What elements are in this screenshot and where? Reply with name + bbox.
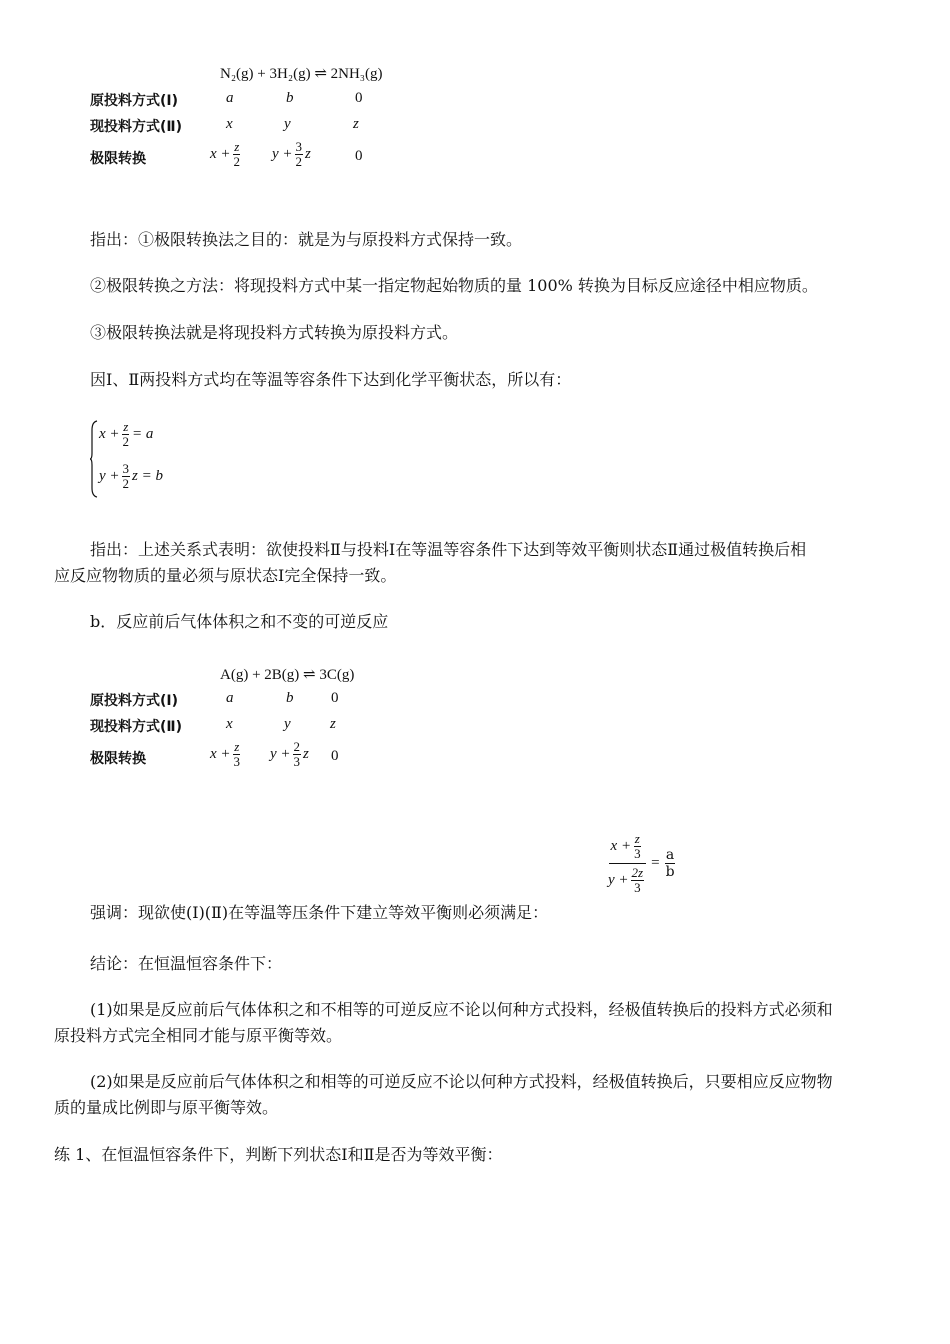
- denominator: 3: [293, 754, 301, 769]
- numerator: z: [634, 831, 640, 846]
- ratio-denominator: [606, 864, 648, 895]
- fraction: [631, 866, 645, 895]
- ratio-numerator: [609, 832, 646, 864]
- expr-suffix: z: [305, 146, 311, 162]
- ratio-equals: =: [651, 855, 660, 871]
- table1-row3-c3: 0: [355, 148, 363, 164]
- table2-row2-c1: x: [226, 716, 233, 732]
- para-conclusion-1-line-1: (1)如果是反应前后气体体积之和不相等的可逆反应不论以何种方式投料，经极值转换后的投料方式必须和: [90, 1000, 833, 1019]
- denominator: 3: [634, 880, 641, 895]
- ratio-rhs: [665, 847, 676, 880]
- table1-row2-c1: x: [226, 116, 233, 132]
- expr-prefix: x +: [210, 746, 231, 762]
- table2-row2-c2: y: [284, 716, 291, 732]
- table1-row1-c1: a: [226, 90, 234, 106]
- ratio-formula: [606, 832, 678, 895]
- table2-row1-c3: 0: [331, 690, 339, 706]
- numerator: z: [123, 419, 129, 434]
- fraction: [233, 140, 242, 169]
- table2-row1-c1: a: [226, 690, 234, 706]
- denominator: 2: [122, 476, 130, 491]
- para-conclusion: 结论：在恒温恒容条件下：: [90, 954, 283, 973]
- expr-suffix: z: [303, 746, 309, 762]
- table2-row2-label: 现投料方式(Ⅱ): [90, 719, 183, 735]
- expr-prefix: x +: [99, 426, 120, 442]
- fraction: [122, 420, 131, 449]
- numerator: 2: [293, 739, 301, 754]
- denominator: 3: [233, 754, 241, 769]
- fraction: [633, 832, 642, 861]
- para-note-line-1: 指出：上述关系式表明：欲使投料Ⅱ与投料Ⅰ在等温等容条件下达到等效平衡则状态Ⅱ通过极值转换后相: [90, 540, 807, 559]
- para-point-2: ②极限转换之方法：将现投料方式中某一指定物起始物质的量 100% 转换为目标反应途径中相应物质。: [90, 276, 818, 295]
- table2-row2-c3: z: [330, 716, 336, 732]
- numerator: 2z: [631, 865, 644, 880]
- table1-row2-c3: z: [353, 116, 359, 132]
- equation-n2-h2-nh3: N₂(g) + 3H₂(g) ⇌ 2NH₃(g): [220, 66, 383, 82]
- table1-row2-label: 现投料方式(Ⅱ): [90, 119, 183, 135]
- table1-row3-label: 极限转换: [90, 151, 146, 167]
- expr-prefix: x +: [610, 838, 632, 854]
- para-case-b: b．反应前后气体体积之和不变的可逆反应: [90, 612, 389, 631]
- numerator: z: [234, 739, 240, 754]
- numerator: z: [234, 139, 240, 154]
- para-note-line-2: 应反应物物质的量必须与原状态Ⅰ完全保持一致。: [54, 566, 397, 585]
- fraction: [295, 140, 304, 169]
- fraction: [233, 740, 242, 769]
- system-line-2: [99, 462, 163, 491]
- equation-system: [90, 418, 210, 500]
- table2-row3-c2: [270, 740, 309, 769]
- para-emphasis: 强调：现欲使(Ⅰ)(Ⅱ)在等温等压条件下建立等效平衡则必须满足：: [90, 903, 549, 922]
- table1-row1-c3: 0: [355, 90, 363, 106]
- numerator: 3: [295, 139, 303, 154]
- table2-row1-label: 原投料方式(Ⅰ): [90, 693, 179, 709]
- expr-prefix: y +: [608, 872, 629, 888]
- para-therefore: 因Ⅰ、Ⅱ两投料方式均在等温等容条件下达到化学平衡状态，所以有：: [90, 370, 572, 389]
- table1-row2-c2: y: [284, 116, 291, 132]
- left-brace-icon: [90, 420, 98, 498]
- table2-row1-c2: b: [286, 690, 294, 706]
- numerator: a: [665, 847, 675, 863]
- fraction: [122, 462, 131, 491]
- equation-a-b-c: A(g) + 2B(g) ⇌ 3C(g): [220, 667, 355, 683]
- denominator: 2: [122, 434, 130, 449]
- table1-row3-c1: [210, 140, 243, 169]
- para-point-3: ③极限转换法就是将现投料方式转换为原投料方式。: [90, 323, 459, 342]
- table1-row3-c2: [272, 140, 311, 169]
- fraction: [293, 740, 302, 769]
- system-line-1: [99, 420, 153, 449]
- denominator: b: [665, 864, 675, 880]
- para-conclusion-2-line-1: (2)如果是反应前后气体体积之和相等的可逆反应不论以何种方式投料，经极值转换后，只要相应反应物物: [90, 1072, 833, 1091]
- table2-row3-c3: 0: [331, 748, 339, 764]
- expr-prefix: y +: [272, 146, 293, 162]
- para-point-1: 指出：①极限转换法之目的：就是为与原投料方式保持一致。: [90, 230, 523, 249]
- ratio-lhs: [606, 832, 648, 895]
- denominator: 3: [634, 846, 641, 861]
- para-conclusion-2-line-2: 质的量成比例即与原平衡等效。: [54, 1098, 279, 1117]
- denominator: 2: [233, 154, 241, 169]
- expr-suffix: = a: [132, 426, 154, 442]
- table2-row3-c1: [210, 740, 243, 769]
- expr-suffix: z = b: [132, 468, 163, 484]
- table1-row1-c2: b: [286, 90, 294, 106]
- expr-prefix: x +: [210, 146, 231, 162]
- expr-prefix: y +: [270, 746, 291, 762]
- numerator: 3: [122, 461, 130, 476]
- table1-row1-label: 原投料方式(Ⅰ): [90, 93, 179, 109]
- para-exercise-1: 练 1、在恒温恒容条件下，判断下列状态Ⅰ和Ⅱ是否为等效平衡：: [54, 1145, 503, 1164]
- expr-prefix: y +: [99, 468, 120, 484]
- denominator: 2: [295, 154, 303, 169]
- para-conclusion-1-line-2: 原投料方式完全相同才能与原平衡等效。: [54, 1026, 343, 1045]
- table2-row3-label: 极限转换: [90, 751, 146, 767]
